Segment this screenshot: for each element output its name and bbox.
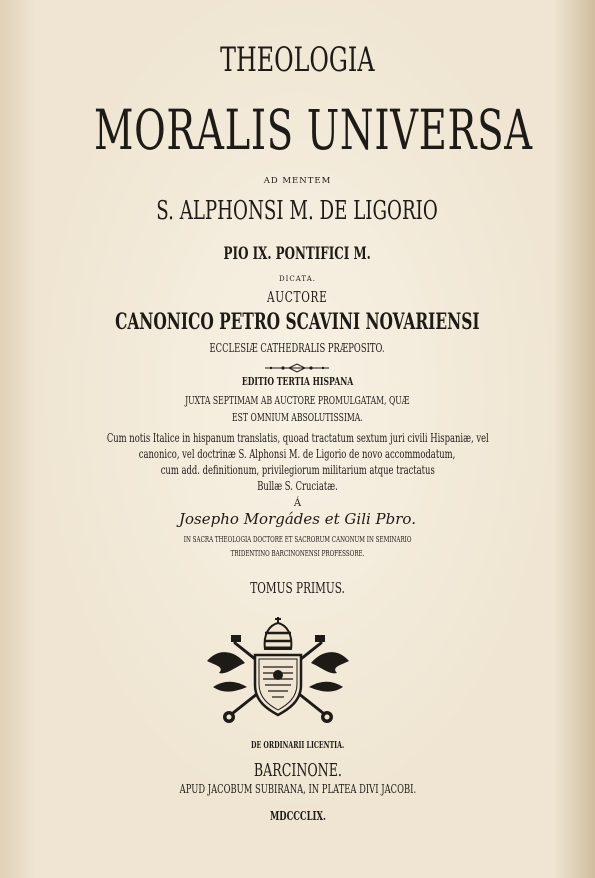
editor-credential-2: TRIDENTINO BARCINONENSI PROFESSORE. bbox=[230, 549, 365, 558]
pope-name: PIO IX. PONTIFICI M. bbox=[223, 244, 372, 264]
edition-line-2: JUXTA SEPTIMAM AB AUCTORE PROMULGATAM, QUÆ bbox=[185, 394, 410, 407]
dicata: DICATA. bbox=[279, 275, 316, 283]
editor-prefix: Á bbox=[293, 498, 302, 509]
volume-label: TOMUS PRIMUS. bbox=[250, 579, 345, 597]
imprint-publisher: APUD JACOBUM SUBIRANA, IN PLATEA DIVI JACOBI. bbox=[179, 782, 416, 796]
edition-line-1: EDITIO TERTIA HISPANA bbox=[241, 375, 354, 388]
license: DE ORDINARII LICENTIA. bbox=[250, 741, 345, 751]
ornamental-rule-icon bbox=[263, 363, 331, 373]
title-line-2: MORALIS UNIVERSA bbox=[94, 98, 533, 162]
edition-line-3: EST OMNIUM ABSOLUTISSIMA. bbox=[232, 411, 363, 424]
edition-note: canonico, vel doctrinæ S. Alphonsi M. de Ligorio de novo accommodatum, bbox=[139, 447, 456, 461]
edition-note: cum add. definitionum, privilegiorum militarium atque tractatus bbox=[160, 463, 435, 477]
edition-note: Cum notis Italice in hispanum translatis, quoad tractatum sextum juri civili Hispaniæ, vel bbox=[106, 431, 489, 445]
imprint-year: MDCCCLIX. bbox=[269, 809, 326, 823]
papal-coat-of-arms-icon bbox=[203, 617, 353, 725]
author-label: AUCTORE bbox=[267, 288, 328, 306]
ad-mentem: AD MENTEM bbox=[263, 176, 332, 186]
edition-note: Bullæ S. Cruciatæ. bbox=[257, 479, 338, 493]
author-position: ECCLESIÆ CATHEDRALIS PRÆPOSITO. bbox=[209, 341, 386, 355]
imprint-city: BARCINONE. bbox=[253, 760, 342, 781]
title-line-1: THEOLOGIA bbox=[220, 40, 375, 80]
author-name: CANONICO PETRO SCAVINI NOVARIENSI bbox=[115, 309, 480, 335]
editor-credential-1: IN SACRA THEOLOGIA DOCTORE ET SACRORUM CANONUM IN SEMINARIO bbox=[183, 535, 412, 544]
editor-name: Josepho Morgádes et Gili Pbro. bbox=[179, 510, 416, 528]
saint-name: S. ALPHONSI M. DE LIGORIO bbox=[156, 196, 439, 226]
